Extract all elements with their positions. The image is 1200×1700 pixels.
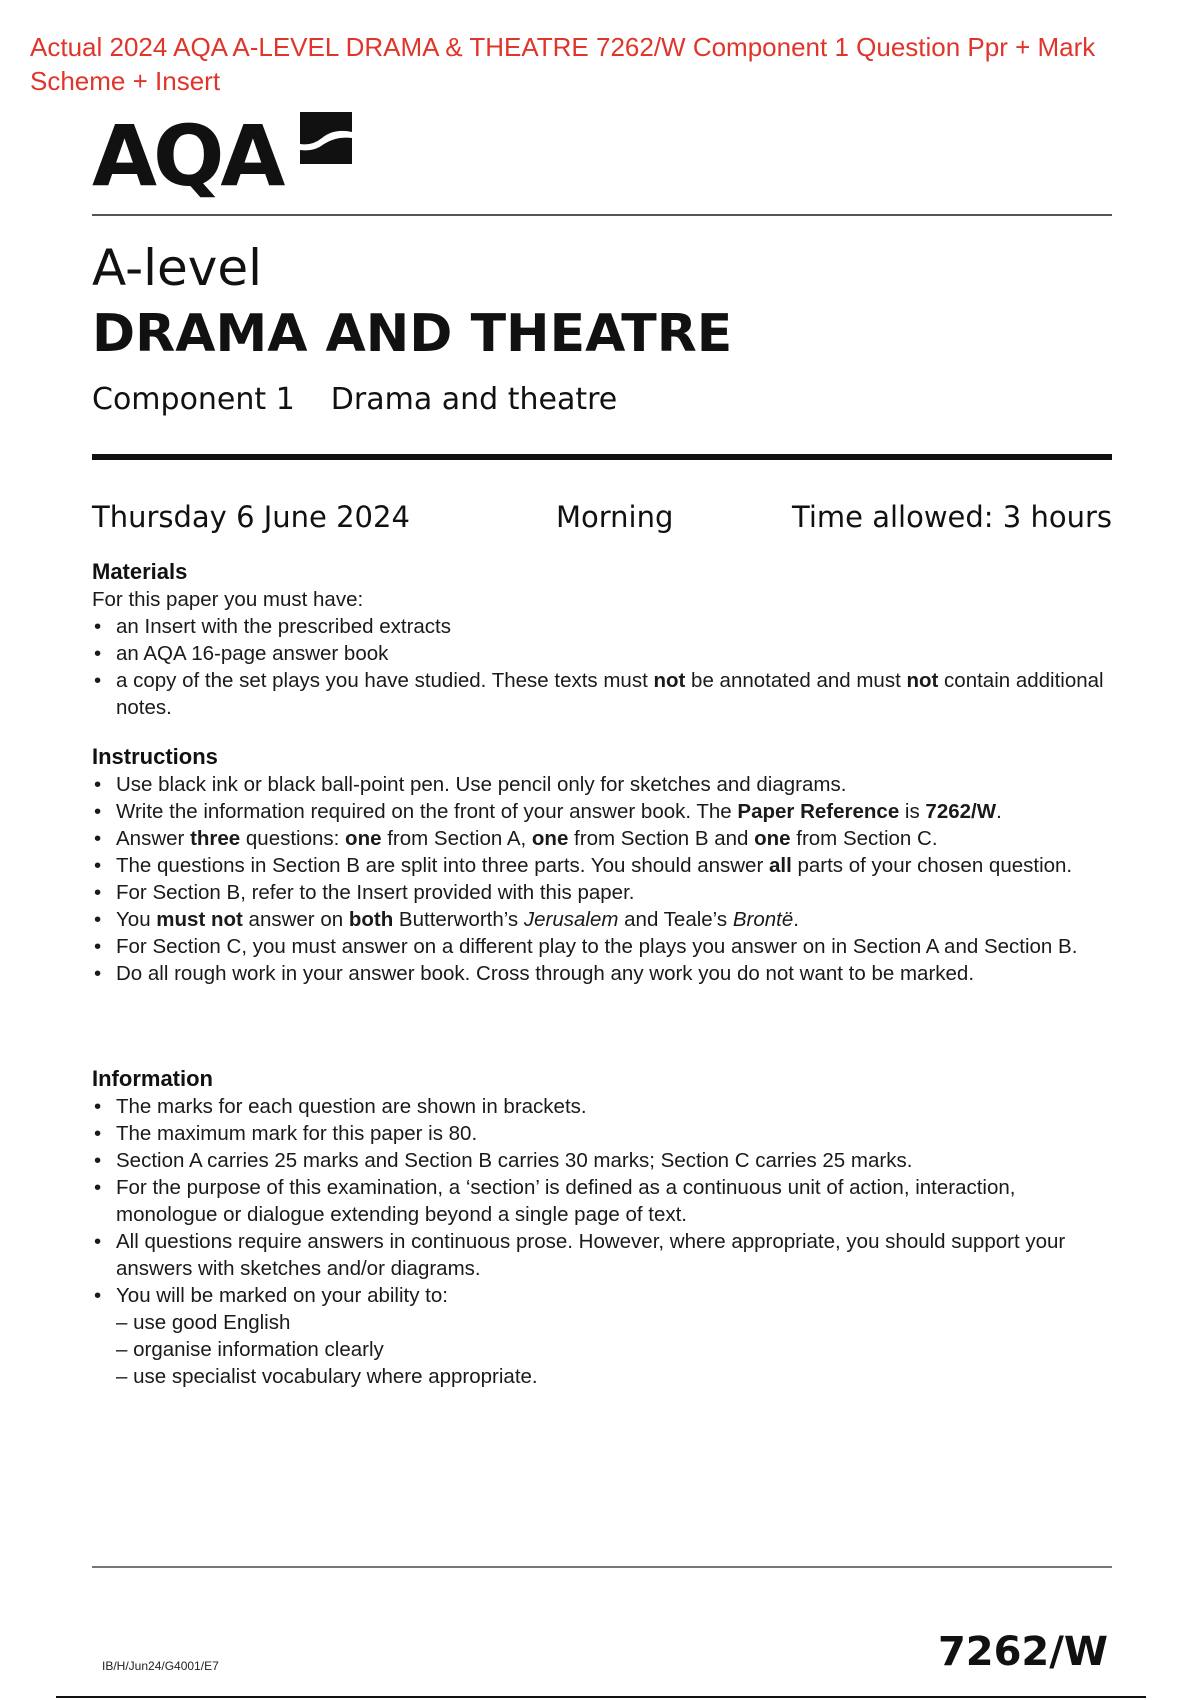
aqa-logo xyxy=(92,108,372,204)
list-item: • The questions in Section B are split into three parts. You should answer all parts of your chosen question. xyxy=(92,852,1112,879)
list-item: • an AQA 16-page answer book xyxy=(92,640,1112,667)
list-item: • Write the information required on the front of your answer book. The Paper Reference is 7262/W. xyxy=(92,798,1112,825)
list-item: • Section A carries 25 marks and Section B carries 30 marks; Section C carries 25 marks. xyxy=(92,1147,1112,1174)
information-sublist xyxy=(92,1309,1112,1390)
materials-list xyxy=(92,613,1112,721)
materials-heading: Materials xyxy=(92,559,188,584)
qualification-level: A-level xyxy=(92,239,263,297)
list-item: • For the purpose of this examination, a ‘section’ is defined as a continuous unit of action, interaction, monologue or dialogue extending beyond a single page of text. xyxy=(92,1174,1112,1228)
instructions-section xyxy=(92,743,1112,987)
subject-title: DRAMA AND THEATRE xyxy=(92,304,733,364)
exam-session: Morning xyxy=(556,500,674,534)
list-item: • You must not answer on both Butterworth’s Jerusalem and Teale’s Brontë. xyxy=(92,906,1112,933)
sub-list-item: – organise information clearly xyxy=(116,1338,384,1361)
aqa-logo-mark-icon xyxy=(294,108,356,170)
exam-time-allowed: Time allowed: 3 hours xyxy=(792,500,1112,534)
list-item: • The maximum mark for this paper is 80. xyxy=(92,1120,1112,1147)
footer-divider xyxy=(92,1566,1112,1568)
list-item: • Use black ink or black ball-point pen. Use pencil only for sketches and diagrams. xyxy=(92,771,1112,798)
list-item: • a copy of the set plays you have studied. These texts must not be annotated and must not contain additional notes. xyxy=(92,667,1112,721)
information-list xyxy=(92,1093,1112,1309)
list-item: • For Section C, you must answer on a different play to the plays you answer on in Section A and Section B. xyxy=(92,933,1112,960)
list-item: • Do all rough work in your answer book. Cross through any work you do not want to be marked. xyxy=(92,960,1112,987)
instructions-heading: Instructions xyxy=(92,744,218,769)
list-item: • You will be marked on your ability to: xyxy=(92,1282,1112,1309)
component-name: Drama and theatre xyxy=(330,382,618,417)
exam-details xyxy=(92,497,1112,537)
list-item: • For Section B, refer to the Insert provided with this paper. xyxy=(92,879,1112,906)
print-code: IB/H/Jun24/G4001/E7 xyxy=(102,1659,219,1673)
exam-date: Thursday 6 June 2024 xyxy=(92,500,410,534)
sub-list-item: – use specialist vocabulary where appropriate. xyxy=(116,1365,538,1388)
list-item: • All questions require answers in continuous prose. However, where appropriate, you should support your answers with sketches and/or diagrams. xyxy=(92,1228,1112,1282)
instructions-list xyxy=(92,771,1112,987)
list-item: • Answer three questions: one from Section A, one from Section B and one from Section C. xyxy=(92,825,1112,852)
aqa-logo-text: AQA xyxy=(92,107,282,205)
information-heading: Information xyxy=(92,1066,213,1091)
paper-reference: 7262/W xyxy=(937,1629,1108,1675)
list-item: • an Insert with the prescribed extracts xyxy=(92,613,1112,640)
component-title xyxy=(92,380,617,420)
component-number: Component 1 xyxy=(92,382,295,417)
sub-list-item: – use good English xyxy=(116,1311,291,1334)
materials-section xyxy=(92,558,1112,721)
information-section xyxy=(92,1065,1112,1390)
document-title-banner: Actual 2024 AQA A-LEVEL DRAMA & THEATRE 7262/W Component 1 Question Ppr + Mark Scheme + Insert xyxy=(30,32,1096,96)
list-item: • The marks for each question are shown in brackets. xyxy=(92,1093,1112,1120)
page-bottom-rule xyxy=(56,1696,1146,1698)
header-divider xyxy=(92,214,1112,216)
title-divider xyxy=(92,454,1112,460)
materials-intro: For this paper you must have: xyxy=(92,588,364,611)
